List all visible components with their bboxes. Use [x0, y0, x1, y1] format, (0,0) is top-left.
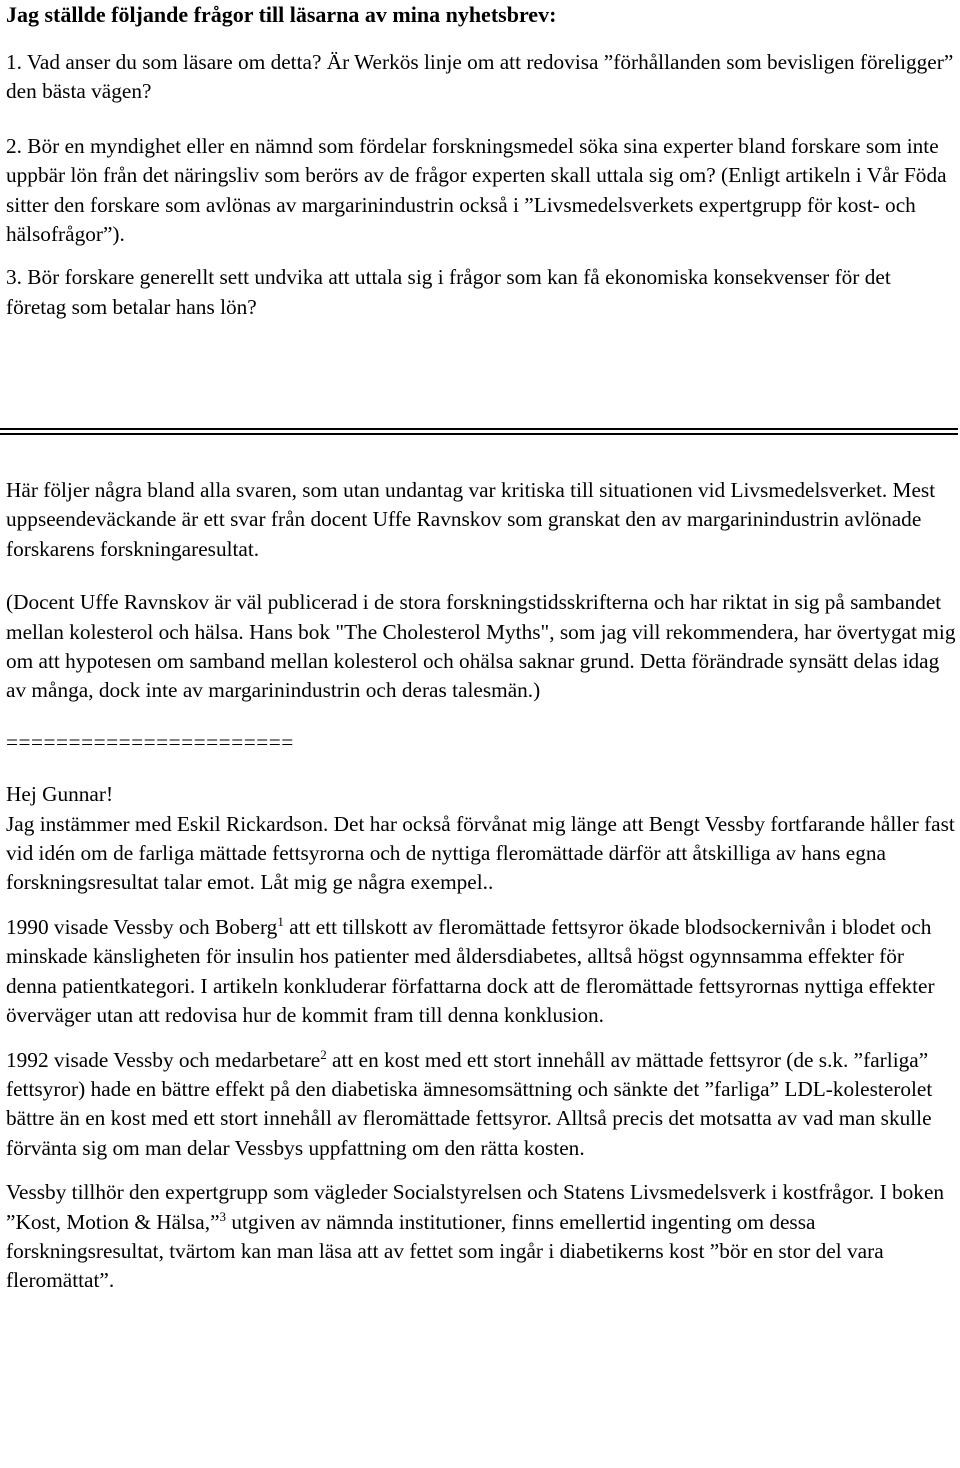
document-body — [6, 476, 956, 1296]
p3-text-end: att en kost med ett stort innehåll av mättade fettsyror (de s.k. ”farliga” fettsyror) hade en bättre effekt på den diabetiska ämnesomsättning och sänkte det ”farliga” LDL-kolesterolet bättre än en kost med ett stort innehåll av fleromättade fettsyror. Alltså precis det motsatta av vad man skulle förvänta sig om man delar Vessbys uppfattning om den rätta kosten. — [6, 1047, 933, 1160]
letter-greeting: Hej Gunnar! — [6, 782, 114, 807]
text-separator: ======================= — [6, 729, 294, 754]
footnote-ref-3: 3 — [219, 1208, 227, 1224]
p2-text-start: 1990 visade Vessby och Boberg — [6, 914, 278, 939]
p4-text-end: utgiven av nämnda institutioner, finns emellertid ingenting om dessa forskningsresultat, tvärtom kan man läsa att av fettet som ingår i diabetikerns kost ”bör en stor del vara fleromättat”. — [6, 1209, 884, 1293]
footnote-ref-2: 2 — [320, 1046, 327, 1062]
footnote-ref-1: 1 — [277, 913, 284, 929]
letter-paragraph-3 — [6, 1046, 956, 1164]
letter-paragraph-1: Jag instämmer med Eskil Rickardson. Det har också förvånat mig länge att Bengt Vessby fortfarande håller fast vid idén om de farliga mättade fettsyrorna och de nyttiga fleromättade därför att åtskilliga av hans egna forskningsresultat talar emot. Låt mig ge några exempel.. — [6, 811, 955, 895]
p4-text-start: Vessby tillhör den expertgrupp som vägleder Socialstyrelsen och Statens Livsmedelsverk i kostfrågor. I boken ”Kost, Motion & Hälsa,” — [6, 1180, 945, 1234]
letter-paragraph-2 — [6, 913, 956, 1031]
intro-paragraph: Här följer några bland alla svaren, som utan undantag var kritiska till situationen vid Livsmedelsverket. Mest uppseendeväckande är ett svar från docent Uffe Ravnskov som granskat den av margarinindustrin avlönade forskarens forskningaresultat. — [6, 478, 936, 561]
document-top — [6, 0, 956, 322]
p3-text-start: 1992 visade Vessby och medarbetare — [6, 1047, 321, 1072]
letter-paragraph-4 — [6, 1178, 956, 1296]
p2-text-end: att ett tillskott av fleromättade fettsyror ökade blodsockernivån i blodet och minskade känsligheten för insulin hos patienter med åldersdiabetes, alltså högst ogynnsamma effekter för denna patientkategori. I artikeln konkluderar författarna dock att de fleromättade fettsyrornas nyttiga effekter överväger utan att redovisa hur de kommit fram till denna konklusion. — [6, 914, 935, 1028]
question-2: 2. Bör en myndighet eller en nämnd som fördelar forskningsmedel söka sina experter bland forskare som inte uppbär lön från det näringsliv som berörs av de frågor experten skall uttala sig om? (Enligt artikeln i Vår Föda sitter den forskare som avlönas av margarinindustrin också i ”Livsmedelsverkets expertgrupp för kost- och hälsofrågor”). — [6, 133, 947, 247]
double-divider — [0, 428, 958, 435]
document-heading: Jag ställde följande frågor till läsarna av mina nyhetsbrev: — [6, 2, 557, 27]
question-3: 3. Bör forskare generellt sett undvika att uttala sig i frågor som kan få ekonomiska konsekvenser för det företag som betalar hans lön? — [6, 265, 891, 319]
question-1: 1. Vad anser du som läsare om detta? Är Werkös linje om att redovisa ”förhållanden som bevisligen föreligger” den bästa vägen? — [6, 50, 954, 104]
ravnskov-note: (Docent Uffe Ravnskov är väl publicerad i de stora forskningstidsskrifterna och har riktat in sig på sambandet mellan kolesterol och hälsa. Hans bok "The Cholesterol Myths", som jag vill rekommendera, har övertygat mig om att hypotesen om samband mellan kolesterol och ohälsa saknar grund. Detta förändrade synsätt delas idag av många, dock inte av margarinindustrin och deras talesmän.) — [6, 590, 956, 703]
